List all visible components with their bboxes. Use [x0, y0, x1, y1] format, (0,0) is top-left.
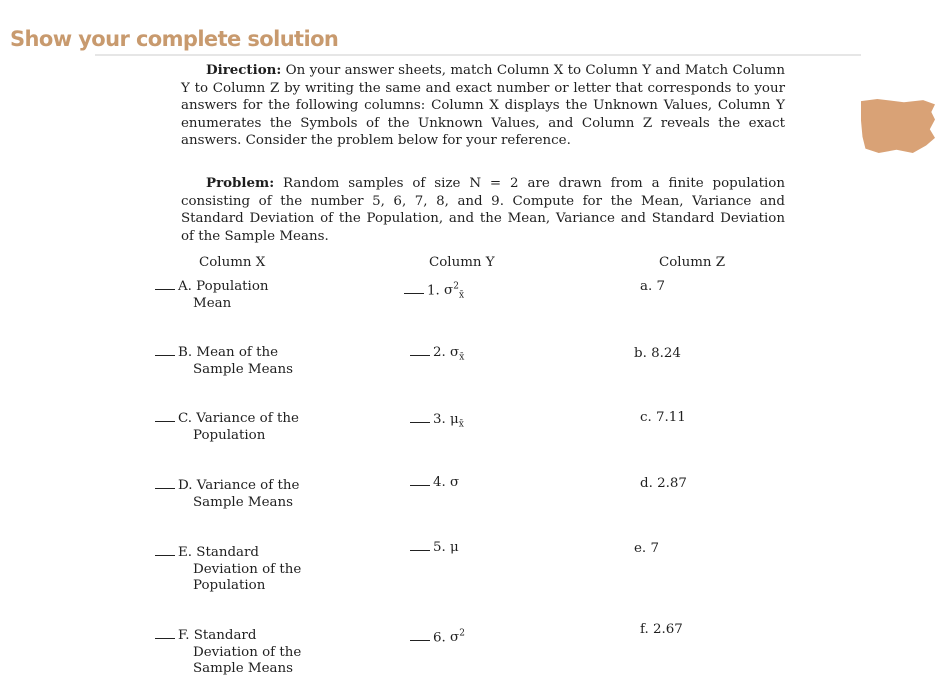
- page-header-title: Show your complete solution: [10, 27, 339, 51]
- answer-blank[interactable]: [155, 479, 175, 489]
- answer-blank[interactable]: [410, 476, 430, 486]
- answer-blank[interactable]: [410, 346, 430, 356]
- answer-blank[interactable]: [410, 541, 430, 551]
- answer-blank[interactable]: [155, 412, 175, 422]
- column-y-item: 3. $\mu_{x̄}$: [410, 412, 464, 433]
- problem-paragraph: [181, 175, 785, 245]
- column-z-item: c. 7.11: [640, 410, 686, 425]
- answer-blank[interactable]: [410, 413, 430, 423]
- header-divider: [95, 54, 861, 56]
- column-x-item: D. Variance of the Sample Means: [155, 478, 299, 511]
- answer-blank[interactable]: [155, 629, 175, 639]
- brush-stroke-decoration: [861, 99, 935, 153]
- answer-blank[interactable]: [155, 546, 175, 556]
- direction-label: Direction:: [206, 62, 282, 78]
- answer-blank[interactable]: [155, 346, 175, 356]
- column-y-item: 5. μ: [410, 540, 459, 557]
- answer-blank[interactable]: [155, 280, 175, 290]
- column-z-header: Column Z: [659, 255, 726, 270]
- column-x-item: C. Variance of the Population: [155, 411, 299, 444]
- column-y-item: 4. σ: [410, 475, 459, 492]
- problem-label: Problem:: [206, 175, 275, 191]
- column-x-header: Column X: [199, 255, 266, 270]
- column-x-item: F. Standard Deviation of the Sample Means: [155, 628, 301, 678]
- column-y-item: 1. $\sigma^2_{x̄}$: [404, 279, 464, 305]
- answer-blank[interactable]: [404, 284, 424, 294]
- column-y-item: 6. $\sigma^2$: [410, 626, 465, 647]
- direction-paragraph: [181, 62, 785, 150]
- column-z-item: a. 7: [640, 279, 666, 294]
- column-z-item: d. 2.87: [640, 476, 687, 491]
- column-z-item: b. 8.24: [634, 346, 681, 361]
- column-x-item: B. Mean of the Sample Means: [155, 345, 293, 378]
- problem-text: Random samples of size N = 2 are drawn from a finite population consisting of the number 5, 6, 7, 8, and 9. Compute for the Mean, Variance and Standard Deviation of the Population, and the Mean, Variance and Standard Deviation of the Sample Means.: [181, 176, 785, 244]
- column-x-item: E. Standard Deviation of the Population: [155, 545, 301, 595]
- column-y-header: Column Y: [429, 255, 495, 270]
- answer-blank[interactable]: [410, 631, 430, 641]
- direction-text: On your answer sheets, match Column X to Column Y and Match Column Y to Column Z by writing the same and exact number or letter that corresponds to your answers for the following columns: Column X displays the Unknown Values, Column Y enumerates the Symbols of the Unknown Values, and Column Z reveals the exact answers. Consider the problem below for your reference.: [181, 63, 785, 148]
- column-z-item: f. 2.67: [640, 622, 683, 637]
- column-x-item: A. Population Mean: [155, 279, 269, 312]
- column-z-item: e. 7: [634, 541, 659, 556]
- column-y-item: 2. $\sigma_{x̄}$: [410, 345, 464, 366]
